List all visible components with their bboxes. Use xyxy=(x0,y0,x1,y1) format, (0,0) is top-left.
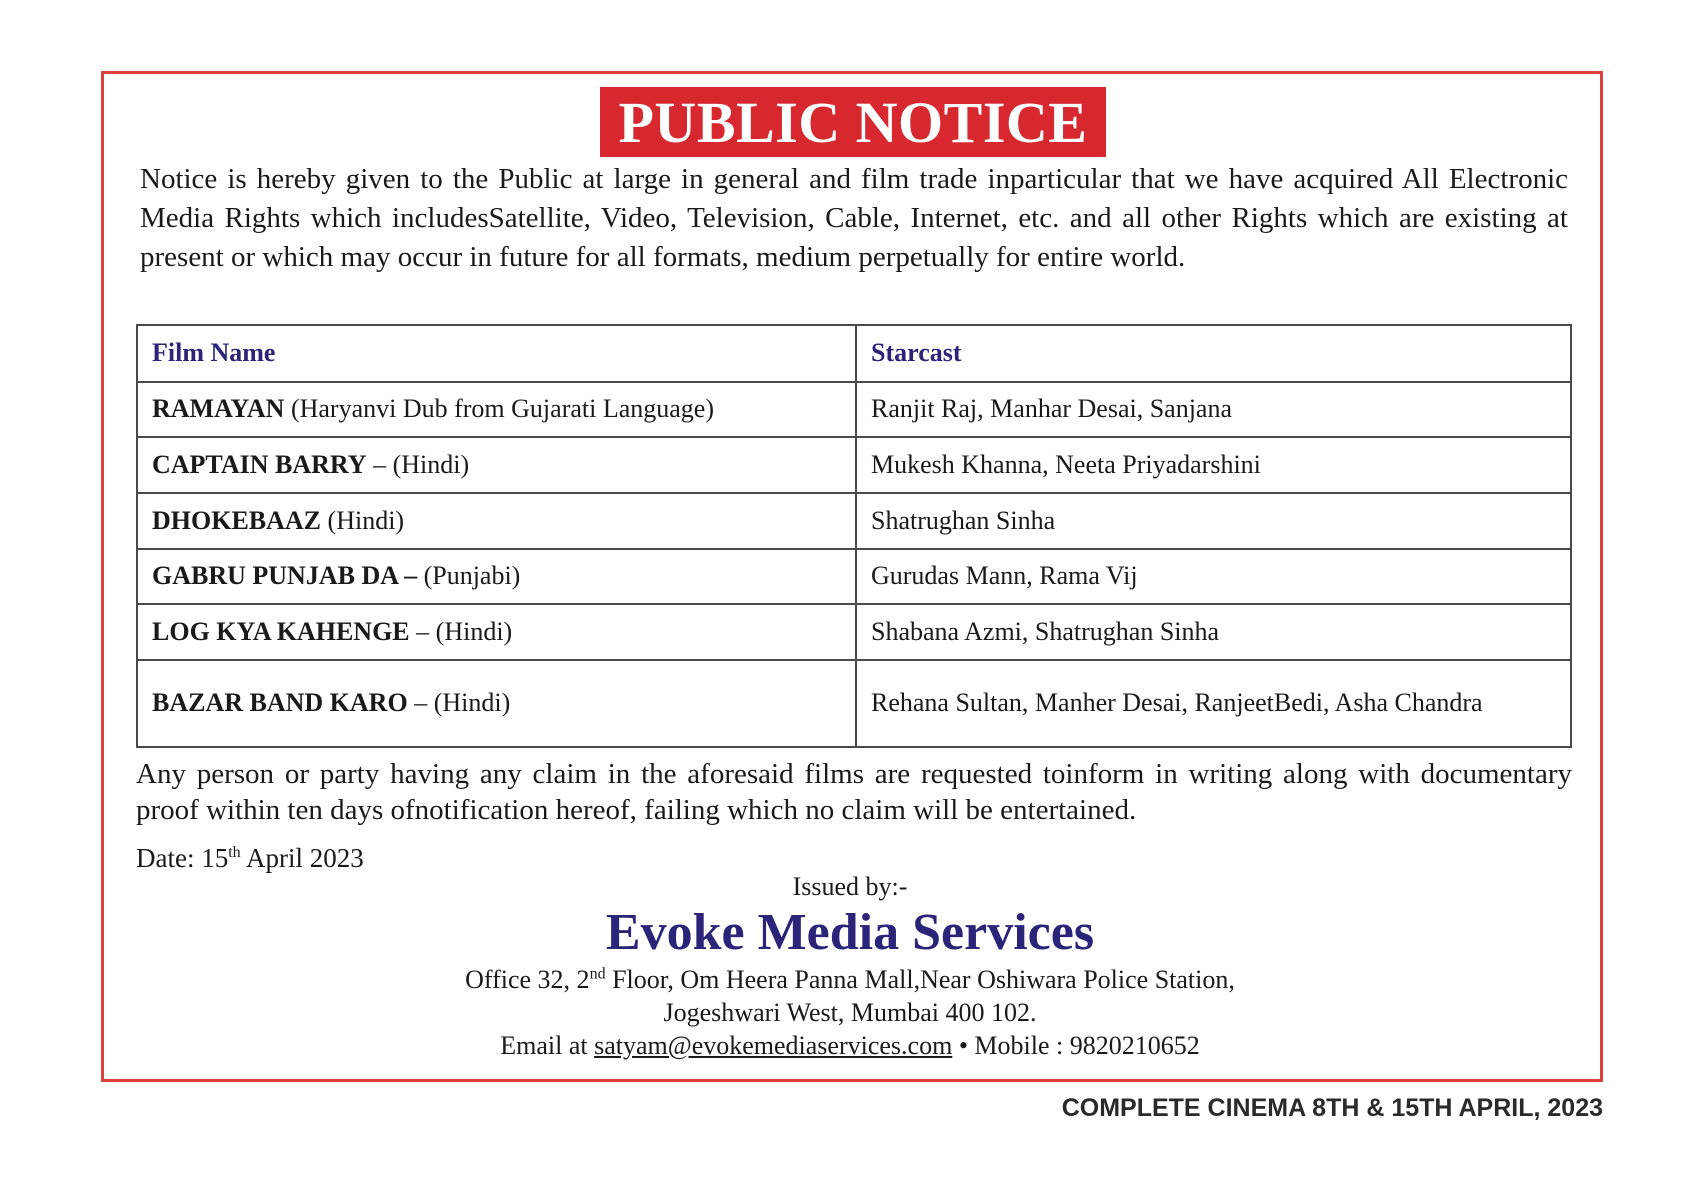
film-title: RAMAYAN xyxy=(152,394,285,424)
film-title: GABRU PUNJAB DA – xyxy=(152,561,418,591)
floor-ordinal: nd xyxy=(589,965,606,983)
table-row xyxy=(137,437,1571,493)
film-cell xyxy=(137,549,856,605)
table-row xyxy=(137,549,1571,605)
table-row xyxy=(137,660,1571,747)
film-title: BAZAR BAND KARO xyxy=(152,688,408,718)
film-language: (Punjabi) xyxy=(417,561,521,591)
films-table xyxy=(136,324,1572,748)
company-name: Evoke Media Services xyxy=(605,904,1095,961)
film-cell xyxy=(137,493,856,549)
starcast-cell: Shabana Azmi, Shatrughan Sinha xyxy=(856,604,1571,660)
film-cell xyxy=(137,660,856,747)
starcast-cell: Rehana Sultan, Manher Desai, RanjeetBedi, Asha Chandra xyxy=(856,660,1571,747)
film-cell xyxy=(137,604,856,660)
film-title: CAPTAIN BARRY xyxy=(152,450,367,480)
address-1-prefix: Office 32, 2 xyxy=(465,965,590,994)
email-label: Email at xyxy=(500,1031,595,1060)
starcast-header: Starcast xyxy=(856,325,1571,382)
address-1-suffix: Floor, Om Heera Panna Mall,Near Oshiwara Police Station, xyxy=(605,965,1235,994)
starcast-cell: Shatrughan Sinha xyxy=(856,493,1571,549)
email-link[interactable]: satyam@evokemediaservices.com xyxy=(594,1031,953,1060)
film-language: – (Hindi) xyxy=(409,617,513,647)
film-name-header: Film Name xyxy=(137,325,856,382)
date-ordinal: th xyxy=(228,844,241,861)
date-suffix: April 2023 xyxy=(240,843,364,873)
film-language: (Haryanvi Dub from Gujarati Language) xyxy=(284,394,714,424)
contact-line xyxy=(0,1031,1700,1061)
table-row xyxy=(137,493,1571,549)
film-title: LOG KYA KAHENGE xyxy=(152,617,410,647)
starcast-cell: Ranjit Raj, Manhar Desai, Sanjana xyxy=(856,382,1571,438)
film-cell xyxy=(137,437,856,493)
film-language: – (Hindi) xyxy=(366,450,470,480)
intro-paragraph: Notice is hereby given to the Public at large in general and film trade inparticular that we have acquired All Electronic Media Rights which includesSatellite, Video, Television, Cable, Internet, etc. and all other Rights which are existing at present or which may occur in future for all formats, medium perpetually for entire world. xyxy=(140,163,1568,273)
table-row xyxy=(137,604,1571,660)
table-header-row xyxy=(137,325,1571,382)
film-title: DHOKEBAAZ xyxy=(152,505,322,535)
mobile-number: • Mobile : 9820210652 xyxy=(952,1031,1200,1060)
address-line-2: Jogeshwari West, Mumbai 400 102. xyxy=(663,998,1037,1027)
film-language: (Hindi) xyxy=(321,505,405,535)
film-language: – (Hindi) xyxy=(407,688,511,718)
table-row xyxy=(137,382,1571,438)
film-cell xyxy=(137,382,856,438)
notice-date xyxy=(136,843,364,874)
starcast-cell: Mukesh Khanna, Neeta Priyadarshini xyxy=(856,437,1571,493)
notice-title: PUBLIC NOTICE xyxy=(600,87,1106,157)
claim-paragraph: Any person or party having any claim in the aforesaid films are requested toinform in writing along with documentary proof within ten days ofnotification hereof, failing which no claim will be entertained. xyxy=(136,758,1572,826)
publication-footer: COMPLETE CINEMA 8TH & 15TH APRIL, 2023 xyxy=(1061,1094,1603,1122)
address-line-1 xyxy=(0,965,1700,995)
starcast-cell: Gurudas Mann, Rama Vij xyxy=(856,549,1571,605)
issued-by-label: Issued by:- xyxy=(792,872,908,901)
date-prefix: Date: 15 xyxy=(136,843,229,873)
